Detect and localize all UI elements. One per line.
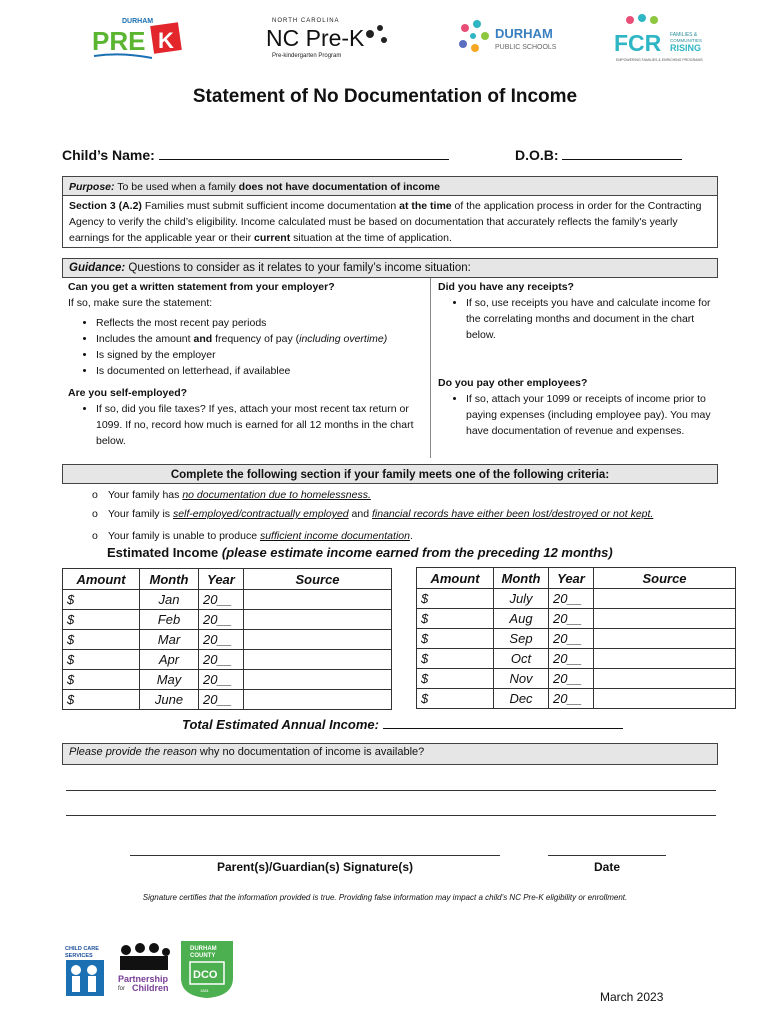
source-cell[interactable]	[244, 610, 392, 630]
circle-bullet-icon: o	[92, 508, 98, 520]
list-item	[96, 347, 423, 363]
month-cell: Mar	[140, 630, 199, 650]
amount-cell[interactable]: $	[63, 690, 140, 710]
year-cell[interactable]: 20__	[549, 609, 594, 629]
estimated-income-heading	[107, 545, 613, 560]
criteria-heading: Complete the following section if your family meets one of the following criteria:	[62, 464, 718, 484]
list-item	[96, 363, 423, 379]
footer-date: March 2023	[600, 990, 664, 1004]
source-cell[interactable]	[244, 650, 392, 670]
table-header-row	[63, 569, 392, 590]
criteria-1-underline: no documentation due to homelessness.	[182, 489, 371, 501]
criteria-2-mid: and	[348, 508, 372, 520]
source-cell[interactable]	[244, 630, 392, 650]
ncprek-logo-top: NORTH CAROLINA	[272, 18, 340, 24]
source-cell[interactable]	[244, 690, 392, 710]
self-employed-list	[68, 401, 423, 449]
reason-label-text: why no documentation of income is available?	[196, 746, 425, 758]
page-title: Statement of No Documentation of Income	[192, 86, 578, 107]
guidance-q-employees: Do you pay other employees?	[438, 377, 588, 389]
table-row	[63, 630, 392, 650]
guidance-column-divider	[430, 278, 432, 458]
section3-bold1: at the time	[399, 200, 452, 212]
criteria-2-underline-2: financial records have either been lost/destroyed or not kept.	[372, 508, 654, 520]
estimated-income-title: Estimated Income	[107, 545, 222, 560]
purpose-label: Purpose:	[69, 181, 115, 193]
amount-cell[interactable]: $	[417, 589, 494, 609]
source-cell[interactable]	[244, 590, 392, 610]
col-month: Month	[494, 568, 549, 589]
durham-public-schools-logo	[455, 18, 565, 62]
month-cell: June	[140, 690, 199, 710]
table-row	[63, 670, 392, 690]
employer-item-1: Reflects the most recent pay periods	[96, 317, 267, 329]
employer-item-2-pre: Includes the amount	[96, 333, 194, 345]
list-item: • If so, attach your 1099 or receipts of income prior to paying expenses (including employee pay). You may have documentation of revenue and expenses.	[466, 391, 713, 439]
criteria-3-post: .	[409, 530, 413, 542]
year-cell[interactable]: 20__	[199, 650, 244, 670]
dps-logo-name: DURHAM	[495, 26, 553, 41]
guidance-q-self-employed: Are you self-employed?	[68, 387, 188, 399]
signature-field[interactable]	[130, 855, 500, 856]
year-cell[interactable]: 20__	[199, 630, 244, 650]
receipts-list	[438, 295, 713, 343]
criteria-2-text: Your family is	[108, 508, 173, 520]
prek-logo-main-right: K	[158, 28, 174, 53]
child-name-label: Child’s Name:	[62, 147, 155, 163]
list-item: • If so, use receipts you have and calculate income for the correlating months and document in the chart below.	[466, 295, 713, 343]
dco-logo-bottom: 1881	[200, 988, 209, 993]
guidance-left-column	[68, 279, 423, 449]
criteria-item	[92, 486, 732, 505]
fcr-logo-letters: FCR	[614, 30, 662, 56]
table-row	[63, 610, 392, 630]
month-cell: May	[140, 670, 199, 690]
section3-body	[62, 196, 718, 248]
guidance-text: Questions to consider as it relates to your family’s income situation:	[125, 262, 471, 274]
dco-logo-mid: COUNTY	[190, 953, 216, 959]
amount-cell[interactable]: $	[417, 649, 494, 669]
criteria-1-text: Your family has	[108, 489, 183, 501]
durham-prek-logo	[92, 14, 192, 62]
col-source: Source	[594, 568, 736, 589]
col-year: Year	[199, 569, 244, 590]
circle-bullet-icon: o	[92, 489, 98, 501]
section3-text1: Families must submit sufficient income documentation	[141, 200, 400, 212]
families-communities-rising-logo	[614, 14, 710, 64]
reason-label-italic: Please provide the reason	[69, 746, 197, 758]
table-row	[417, 689, 736, 709]
amount-cell[interactable]: $	[417, 669, 494, 689]
source-cell[interactable]	[594, 629, 736, 649]
reason-line-2[interactable]	[66, 815, 716, 816]
month-cell: Oct	[494, 649, 549, 669]
table-row	[417, 609, 736, 629]
income-table-left	[62, 568, 392, 710]
col-year: Year	[549, 568, 594, 589]
table-row	[417, 649, 736, 669]
dob-label: D.O.B:	[515, 147, 559, 163]
employer-item-4: Is documented on letterhead, if availablee	[96, 365, 291, 377]
date-field[interactable]	[548, 855, 666, 856]
fcr-logo-line1: FAMILIES &	[670, 32, 698, 38]
child-name-field[interactable]	[159, 159, 449, 160]
ncprek-logo-sub: Pre-kindergarten Program	[272, 53, 342, 59]
year-cell[interactable]: 20__	[549, 589, 594, 609]
section3-text2: of the application process in order for the Contracting Agency to verify the child’s eligibility. Income calculated must be based on documentation that accurately reflects the family's yearly earnings for the applicable year or their	[69, 200, 702, 244]
criteria-item	[92, 505, 732, 524]
total-income-field[interactable]	[383, 728, 623, 729]
durham-county-logo	[178, 938, 236, 1000]
fcr-logo-line3: RISING	[670, 43, 702, 53]
section3-label: Section 3 (A.2)	[69, 200, 142, 212]
criteria-3-underline: sufficient income documentation	[259, 530, 410, 542]
fcr-logo-tagline: EMPOWERING FAMILIES & ENRICHING PROGRAMS	[616, 58, 703, 62]
employer-statement-list	[68, 315, 423, 379]
guidance-label: Guidance:	[69, 262, 126, 274]
month-cell: Sep	[494, 629, 549, 649]
table-row	[417, 629, 736, 649]
employer-item-2-italic: including overtime)	[299, 333, 388, 345]
amount-cell[interactable]: $	[63, 670, 140, 690]
partnership-for-children-logo	[116, 940, 172, 1002]
dob-field[interactable]	[562, 159, 682, 160]
employer-item-2-post: frequency of pay (	[212, 333, 300, 345]
col-source: Source	[244, 569, 392, 590]
month-cell: Nov	[494, 669, 549, 689]
month-cell: Dec	[494, 689, 549, 709]
guidance-q-receipts: Did you have any receipts?	[438, 281, 574, 293]
year-cell[interactable]: 20__	[549, 649, 594, 669]
dps-logo-sub: PUBLIC SCHOOLS	[495, 44, 557, 51]
year-cell[interactable]: 20__	[199, 610, 244, 630]
amount-cell[interactable]: $	[63, 610, 140, 630]
month-cell: Feb	[140, 610, 199, 630]
estimated-income-subtitle: (please estimate income earned from the preceding 12 months)	[221, 545, 613, 560]
list-item	[96, 315, 423, 331]
ccs-logo-line1: CHILD CARE	[65, 946, 99, 952]
list-item	[96, 331, 423, 347]
year-cell[interactable]: 20__	[549, 689, 594, 709]
table-row	[63, 690, 392, 710]
table-row	[63, 650, 392, 670]
table-row	[417, 669, 736, 689]
pfc-logo-line3: Children	[132, 983, 169, 993]
criteria-3-text: Your family is unable to produce	[108, 530, 260, 542]
year-cell[interactable]: 20__	[199, 670, 244, 690]
amount-cell[interactable]: $	[417, 689, 494, 709]
reason-line-1[interactable]	[66, 790, 716, 791]
section3-bold2: current	[254, 232, 291, 244]
col-month: Month	[140, 569, 199, 590]
criteria-2-underline-1: self-employed/contractually employed	[172, 508, 349, 520]
amount-cell[interactable]: $	[63, 630, 140, 650]
col-amount: Amount	[417, 568, 494, 589]
prek-logo-top: DURHAM	[122, 18, 154, 25]
table-row	[63, 590, 392, 610]
source-cell[interactable]	[594, 689, 736, 709]
prek-logo-main-left: PRE	[92, 26, 146, 56]
source-cell[interactable]	[594, 589, 736, 609]
purpose-text: To be used when a family	[114, 181, 239, 193]
source-cell[interactable]	[244, 670, 392, 690]
year-cell[interactable]: 20__	[549, 629, 594, 649]
income-table-right	[416, 567, 736, 709]
dob-row	[515, 147, 682, 163]
year-cell[interactable]: 20__	[199, 590, 244, 610]
dco-logo-top: DURHAM	[190, 946, 217, 952]
month-cell: Aug	[494, 609, 549, 629]
fcr-logo-line2: COMMUNITIES	[670, 38, 702, 43]
guidance-q-employer-sub: If so, make sure the statement:	[68, 297, 213, 309]
list-item: • If so, did you file taxes? If yes, attach your most recent tax return or 1099. If no, record how much is earned for all 12 months in the chart below.	[96, 401, 423, 449]
amount-cell[interactable]: $	[417, 609, 494, 629]
employees-list	[438, 391, 713, 439]
guidance-q-employer: Can you get a written statement from your employer?	[68, 281, 335, 293]
guidance-heading	[62, 258, 718, 278]
purpose-heading	[62, 176, 718, 196]
amount-cell[interactable]: $	[63, 650, 140, 670]
criteria-item	[92, 527, 732, 546]
amount-cell[interactable]: $	[417, 629, 494, 649]
child-name-row	[62, 147, 449, 163]
criteria-list	[92, 486, 732, 546]
source-cell[interactable]	[594, 649, 736, 669]
dco-logo-letters: DCO	[193, 969, 218, 981]
employer-item-3: Is signed by the employer	[96, 349, 216, 361]
nc-prek-logo	[266, 14, 394, 60]
certification-note: Signature certifies that the information provided is true. Providing false information may impact a child’s NC Pre-K eligibility or enrollment.	[142, 893, 628, 902]
employer-item-2-bold: and	[193, 333, 213, 345]
month-cell: Jan	[140, 590, 199, 610]
source-cell[interactable]	[594, 669, 736, 689]
pfc-logo-line2: for	[118, 986, 126, 992]
child-care-services-logo	[64, 942, 106, 1002]
ncprek-logo-main: NC Pre-K	[266, 25, 365, 51]
purpose-text-bold: does not have documentation of income	[238, 181, 440, 193]
date-label: Date	[593, 860, 620, 874]
year-cell[interactable]: 20__	[549, 669, 594, 689]
reason-heading	[62, 743, 718, 765]
section3-text3: situation at the time of application.	[290, 232, 452, 244]
col-amount: Amount	[63, 569, 140, 590]
month-cell: July	[494, 589, 549, 609]
table-header-row	[417, 568, 736, 589]
amount-cell[interactable]: $	[63, 590, 140, 610]
total-income-row	[182, 717, 623, 732]
year-cell[interactable]: 20__	[199, 690, 244, 710]
source-cell[interactable]	[594, 609, 736, 629]
table-row	[417, 589, 736, 609]
signature-label: Parent(s)/Guardian(s) Signature(s)	[216, 860, 414, 874]
circle-bullet-icon: o	[92, 530, 98, 542]
month-cell: Apr	[140, 650, 199, 670]
ccs-logo-line2: SERVICES	[65, 953, 93, 959]
total-income-label: Total Estimated Annual Income:	[182, 717, 379, 732]
pfc-logo-line1: Partnership	[118, 974, 169, 984]
guidance-right-column	[438, 279, 713, 439]
